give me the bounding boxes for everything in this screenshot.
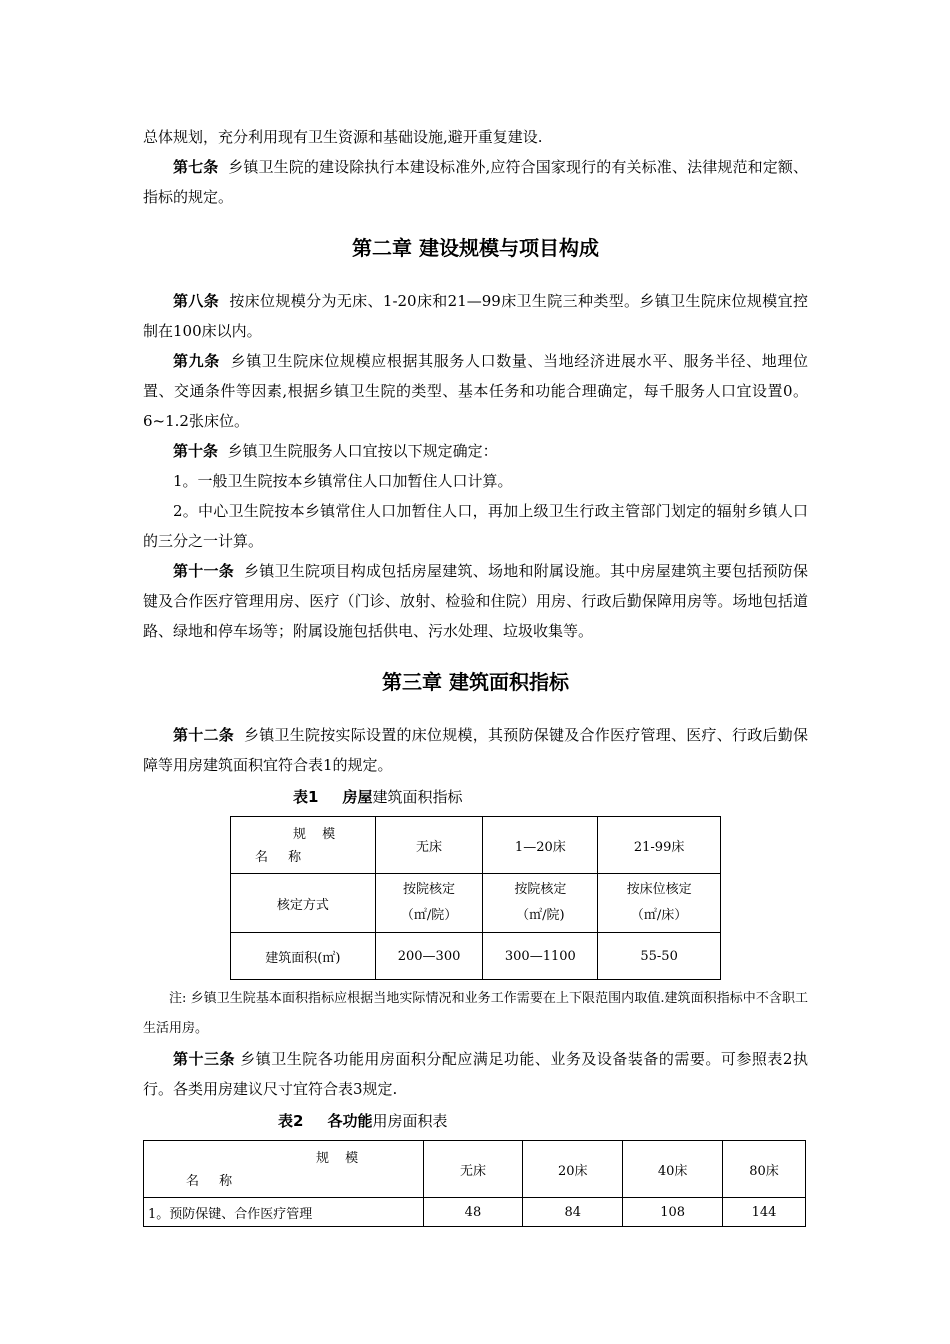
table-2-header: 40床 xyxy=(623,1141,723,1198)
article-label: 第八条 xyxy=(173,292,220,310)
chapter-3-title: 第三章 建筑面积指标 xyxy=(382,670,569,694)
table-2-cell: 108 xyxy=(623,1198,723,1227)
table-2-corner-cell xyxy=(144,1141,424,1198)
cell-line: 按院核定 xyxy=(514,882,567,897)
article-text: 乡镇卫生院的建设除执行本建设标准外,应符合国家现行的有关标准、法律规范和定额、指标的规定。 xyxy=(143,158,808,206)
table-2-caption-bold: 各功能 xyxy=(327,1112,373,1130)
article-11 xyxy=(143,556,808,646)
article-10 xyxy=(143,436,808,466)
corner-top: 规 模 xyxy=(316,1151,365,1166)
table-1-header: 1—20床 xyxy=(483,817,598,874)
table-2-cell: 144 xyxy=(723,1198,806,1227)
article-10-item-2: 2。中心卫生院按本乡镇常住人口加暂住人口，再加上级卫生行政主管部门划定的辐射乡镇人口的三分之一计算。 xyxy=(143,502,808,550)
article-text: 按床位规模分为无床、1-20床和21—99床卫生院三种类型。乡镇卫生院床位规模宜控制在100床以内。 xyxy=(143,292,808,340)
table-1 xyxy=(230,816,721,980)
cell-line: （㎡/床） xyxy=(630,908,688,923)
table-2-row xyxy=(144,1198,806,1227)
table-1-caption-label: 表1 xyxy=(293,788,319,806)
table-1-cell xyxy=(375,874,483,933)
table-1-header: 无床 xyxy=(375,817,483,874)
table-1-row-label: 核定方式 xyxy=(231,874,376,933)
table-1-header-row xyxy=(231,817,721,874)
table-2-row-label: 1。预防保键、合作医疗管理 xyxy=(144,1198,424,1227)
article-text: 乡镇卫生院项目构成包括房屋建筑、场地和附属设施。其中房屋建筑主要包括预防保键及合作医疗管理用房、医疗（门诊、放射、检验和住院）用房、行政后勤保障用房等。场地包括道路、绿地和停车场等；附属设施包括供电、污水处理、垃圾收集等。 xyxy=(143,562,808,640)
table-1-row xyxy=(231,933,721,980)
article-label: 第十条 xyxy=(173,442,219,460)
cell-line: 按院核定 xyxy=(403,882,456,897)
table-1-row xyxy=(231,874,721,933)
article-text: 乡镇卫生院服务人口宜按以下规定确定： xyxy=(227,442,498,460)
document-content xyxy=(143,122,808,1227)
chapter-2-title: 第二章 建设规模与项目构成 xyxy=(352,236,599,260)
corner-top: 规 模 xyxy=(293,827,342,842)
article-8 xyxy=(143,286,808,346)
table-1-caption-rest: 建筑面积指标 xyxy=(372,788,463,806)
article-text: 乡镇卫生院床位规模应根据其服务人口数量、当地经济进展水平、服务半径、地理位置、交通条件等因素,根据乡镇卫生院的类型、基本任务和功能合理确定，每千服务人口宜设置0。6~1.2张床位。 xyxy=(143,352,808,430)
table-2-caption xyxy=(143,1108,808,1134)
article-7 xyxy=(143,152,808,212)
article-label: 第十一条 xyxy=(173,562,234,580)
article-12 xyxy=(143,720,808,780)
article-label: 第十二条 xyxy=(173,726,234,744)
article-label: 第七条 xyxy=(173,158,219,176)
table-2-cell: 84 xyxy=(523,1198,623,1227)
table-1-cell: 55-50 xyxy=(598,933,721,980)
table-2-caption-rest: 用房面积表 xyxy=(372,1112,448,1130)
table-1-cell: 300—1100 xyxy=(483,933,598,980)
article-text: 乡镇卫生院各功能用房面积分配应满足功能、业务及设备装备的需要。可参照表2执行。各类用房建议尺寸宜符合表3规定. xyxy=(143,1050,808,1098)
table-1-note: 注: 乡镇卫生院基本面积指标应根据当地实际情况和业务工作需要在上下限范围内取值.建筑面积指标中不含职工生活用房。 xyxy=(143,991,808,1036)
table-2-header-row xyxy=(144,1141,806,1198)
article-label: 第十三条 xyxy=(173,1050,236,1068)
article-13 xyxy=(143,1044,808,1104)
table-1-header: 21-99床 xyxy=(598,817,721,874)
article-text: 乡镇卫生院按实际设置的床位规模，其预防保键及合作医疗管理、医疗、行政后勤保障等用房建筑面积宜符合表1的规定。 xyxy=(143,726,808,774)
table-1-row-label: 建筑面积(㎡) xyxy=(231,933,376,980)
cell-line: 按床位核定 xyxy=(626,882,692,897)
corner-bottom: 名 称 xyxy=(186,1174,241,1189)
article-10-item-1: 1。一般卫生院按本乡镇常住人口加暂住人口计算。 xyxy=(173,472,513,490)
article-9 xyxy=(143,346,808,436)
table-2-cell: 48 xyxy=(423,1198,523,1227)
table-2-header: 80床 xyxy=(723,1141,806,1198)
corner-bottom: 名 称 xyxy=(255,850,310,865)
table-2-caption-label: 表2 xyxy=(278,1112,304,1130)
table-1-cell xyxy=(598,874,721,933)
table-2-header: 20床 xyxy=(523,1141,623,1198)
table-1-cell xyxy=(483,874,598,933)
table-1-caption xyxy=(143,784,808,810)
article-label: 第九条 xyxy=(173,352,220,370)
table-1-corner-cell xyxy=(231,817,376,874)
paragraph-continued: 总体规划，充分利用现有卫生资源和基础设施,避开重复建设. xyxy=(143,128,543,146)
cell-line: （㎡/院） xyxy=(400,908,458,923)
table-2 xyxy=(143,1140,806,1227)
cell-line: （㎡/院) xyxy=(516,908,565,923)
table-1-caption-bold: 房屋 xyxy=(342,788,373,806)
table-1-cell: 200—300 xyxy=(375,933,483,980)
table-2-header: 无床 xyxy=(423,1141,523,1198)
